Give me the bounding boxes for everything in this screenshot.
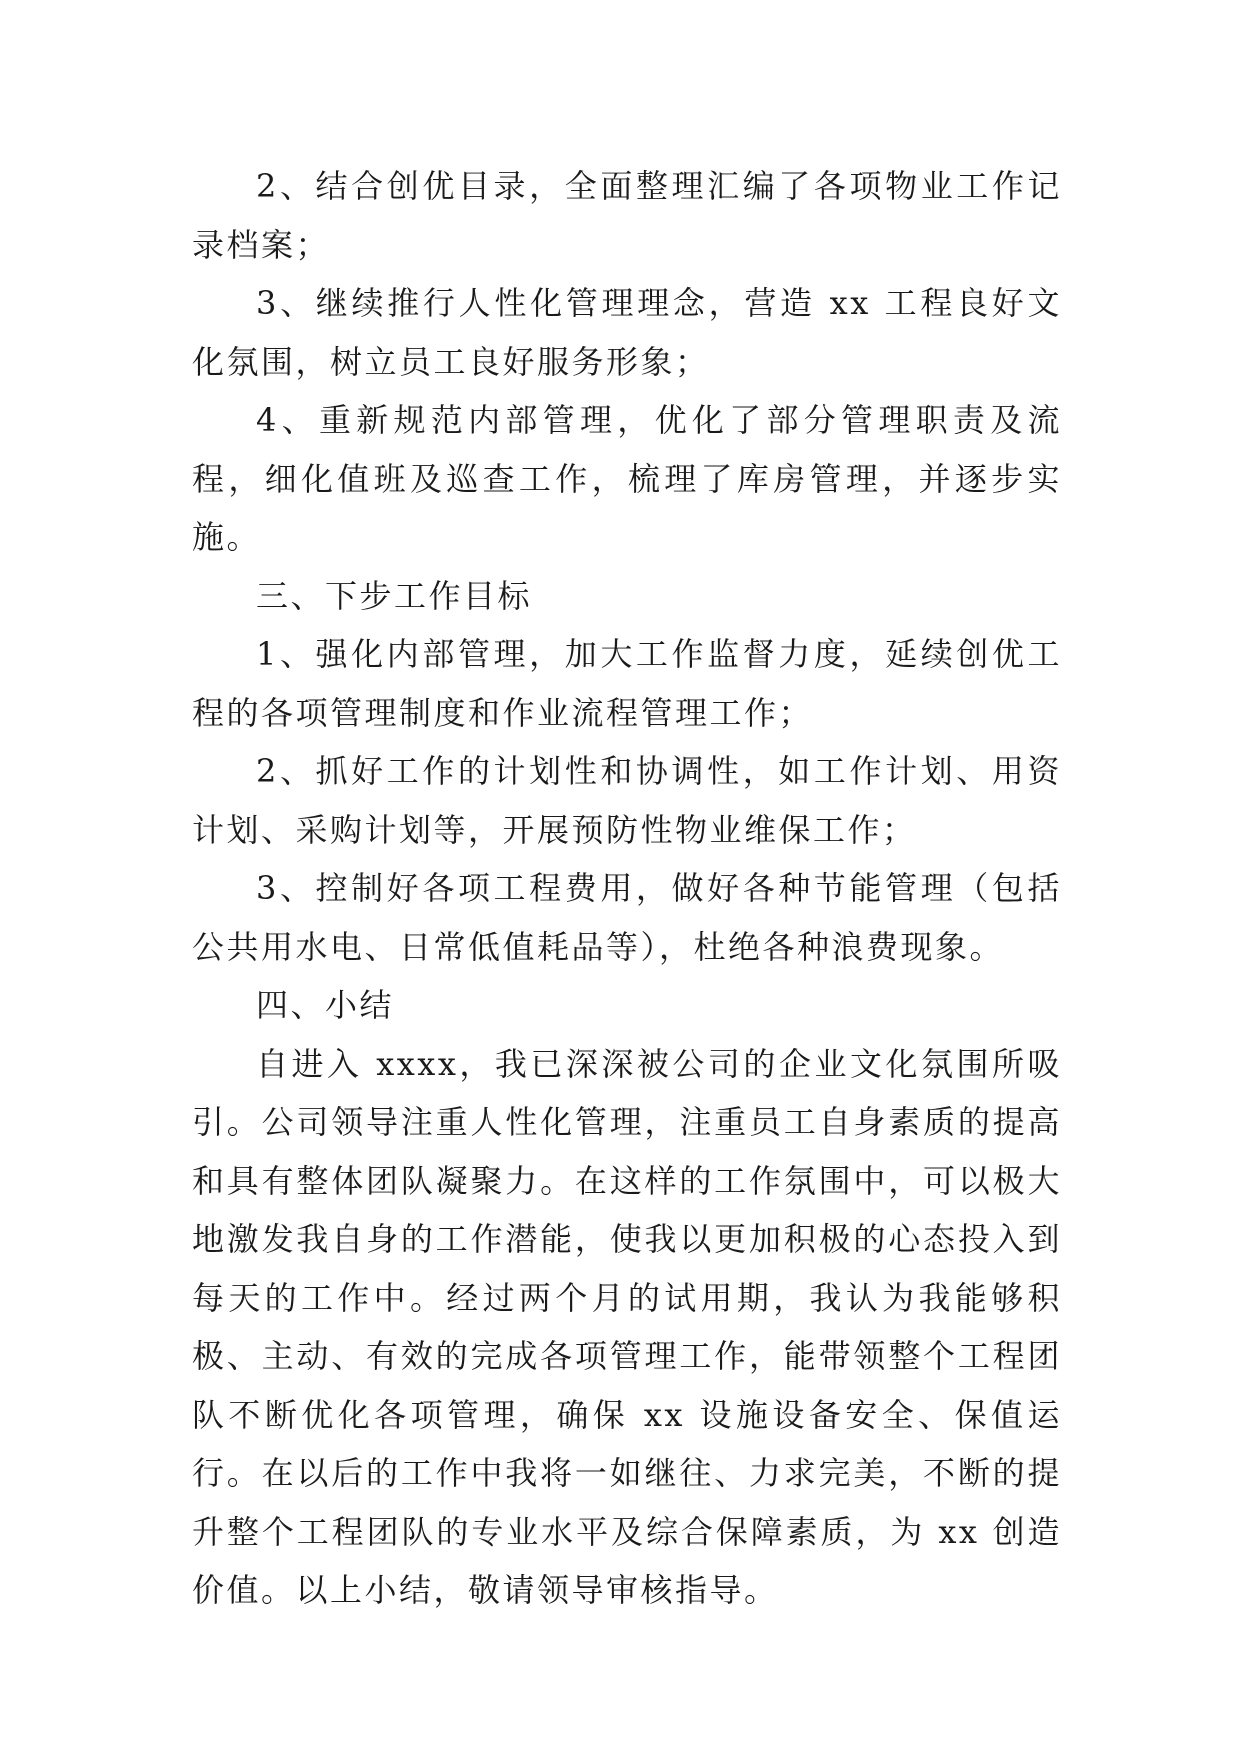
goal-item-2: 2、抓好工作的计划性和协调性，如工作计划、用资计划、采购计划等，开展预防性物业维保工作； [192, 752, 1062, 849]
document-body [192, 157, 1062, 1620]
goal-item-1: 1、强化内部管理，加大工作监督力度，延续创优工程的各项管理制度和作业流程管理工作； [192, 635, 1062, 732]
section-heading-next-goals: 三、下步工作目标 [256, 576, 533, 615]
paragraph-item-4: 4、重新规范内部管理，优化了部分管理职责及流程，细化值班及巡查工作，梳理了库房管理，并逐步实施。 [192, 401, 1062, 556]
summary-paragraph: 自进入 xxxx，我已深深被公司的企业文化氛围所吸引。公司领导注重人性化管理，注重员工自身素质的提高和具有整体团队凝聚力。在这样的工作氛围中，可以极大地激发我自身的工作潜能，使我以更加积极的心态投入到每天的工作中。经过两个月的试用期，我认为我能够积极、主动、有效的完成各项管理工作，能带领整个工程团队不断优化各项管理，确保 xx 设施设备安全、保值运行。在以后的工作中我将一如继往、力求完美，不断的提升整个工程团队的专业水平及综合保障素质，为 xx 创造价值。以上小结，敬请领导审核指导。 [192, 1044, 1062, 1609]
paragraph-item-2: 2、结合创优目录，全面整理汇编了各项物业工作记录档案； [192, 167, 1062, 264]
paragraph-item-3: 3、继续推行人性化管理理念，营造 xx 工程良好文化氛围，树立员工良好服务形象； [192, 284, 1062, 381]
section-heading-summary: 四、小结 [256, 986, 395, 1024]
goal-item-3: 3、控制好各项工程费用，做好各种节能管理（包括公共用水电、日常低值耗品等），杜绝各种浪费现象。 [192, 869, 1062, 966]
